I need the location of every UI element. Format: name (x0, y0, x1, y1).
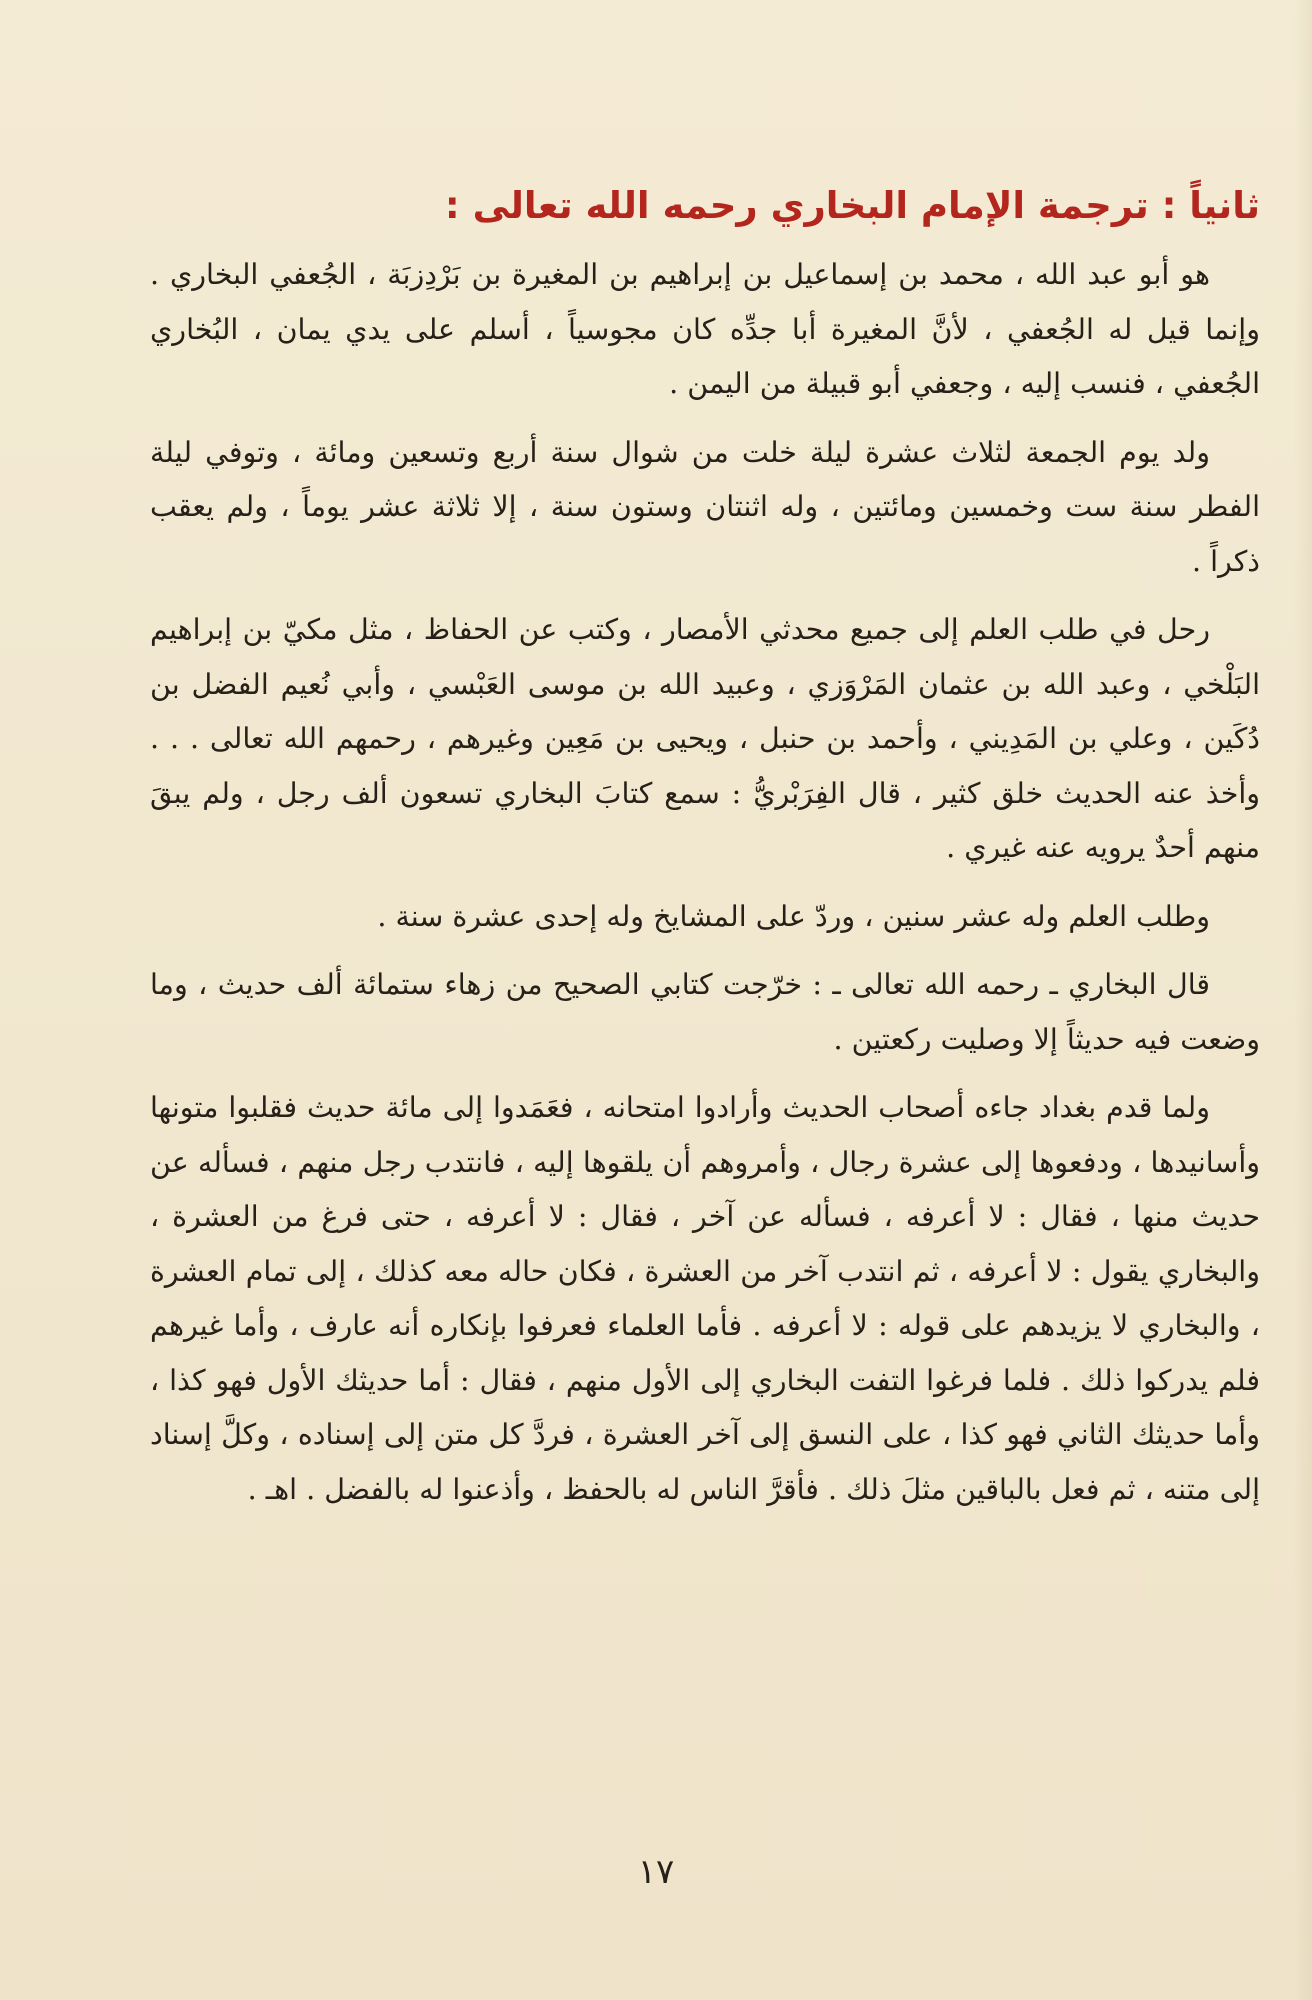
page-number: ١٧ (637, 1852, 675, 1892)
paragraph-sahih-compilation: قال البخاري ـ رحمه الله تعالى ـ : خرّجت كتابي الصحيح من زهاء ستمائة ألف حديث ، وما وضعت فيه حديثاً إلا وصليت ركعتين . (150, 968, 1260, 1056)
paragraph-baghdad-test: ولما قدم بغداد جاءه أصحاب الحديث وأرادوا امتحانه ، فعَمَدوا إلى مائة حديث فقلبوا متونها وأسانيدها ، ودفعوها إلى عشرة رجال ، وأمروهم أن يلقوها إليه ، فانتدب رجل منهم ، فسأله عن حديث منها ، فقال : لا أعرفه ، فسأله عن آخر ، فقال : لا أعرفه ، حتى فرغ من العشرة ، والبخاري يقول : لا أعرفه ، ثم انتدب آخر من العشرة ، فكان حاله معه كذلك ، إلى تمام العشرة ، والبخاري لا يزيدهم على قوله : لا أعرفه . فأما العلماء فعرفوا بإنكاره أنه عارف ، وأما غيرهم فلم يدركوا ذلك . فلما فرغوا التفت البخاري إلى الأول منهم ، فقال : أما حديثك الأول فهو كذا ، وأما حديثك الثاني فهو كذا ، على النسق إلى آخر العشرة ، فردَّ كل متن إلى إسناده ، وكلَّ إسناد إلى متنه ، ثم فعل بالباقين مثلَ ذلك . فأقرَّ الناس له بالحفظ ، وأذعنوا له بالفضل . اهـ . (150, 1091, 1260, 1506)
paragraph-birth-death: ولد يوم الجمعة لثلاث عشرة ليلة خلت من شوال سنة أربع وتسعين ومائة ، وتوفي ليلة الفطر سنة ست وخمسين ومائتين ، وله اثنتان وستون سنة ، إلا ثلاثة عشر يوماً ، ولم يعقب ذكراً . (150, 435, 1260, 578)
paragraph-travels-teachers: رحل في طلب العلم إلى جميع محدثي الأمصار ، وكتب عن الحفاظ ، مثل مكيّ بن إبراهيم البَلْخي ، وعبد الله بن عثمان المَرْوَزي ، وعبيد الله بن موسى العَبْسي ، وأبي نُعيم الفضل بن دُكَين ، وعلي بن المَدِيني ، وأحمد بن حنبل ، ويحيى بن مَعِين وغيرهم ، رحمهم الله تعالى . . . وأخذ عنه الحديث خلق كثير ، قال الفِرَبْريُّ : سمع كتابَ البخاري تسعون ألف رجل ، ولم يبقَ منهم أحدٌ يرويه عنه غيري . (150, 613, 1260, 864)
section-heading: ثانياً : ترجمة الإمام البخاري رحمه الله تعالى : (444, 184, 1260, 227)
paragraph-lineage: هو أبو عبد الله ، محمد بن إسماعيل بن إبراهيم بن المغيرة بن بَرْدِزبَة ، الجُعفي البخاري . وإنما قيل له الجُعفي ، لأنَّ المغيرة أبا جدِّه كان مجوسياً ، أسلم على يدي يمان ، البُخاري الجُعفي ، فنسب إليه ، وجعفي أبو قبيلة من اليمن . (150, 258, 1260, 400)
page-edge-shadow (1294, 0, 1312, 2000)
paragraph-early-study: وطلب العلم وله عشر سنين ، وردّ على المشايخ وله إحدى عشرة سنة . (377, 899, 1210, 933)
page-content (150, 170, 1260, 1531)
